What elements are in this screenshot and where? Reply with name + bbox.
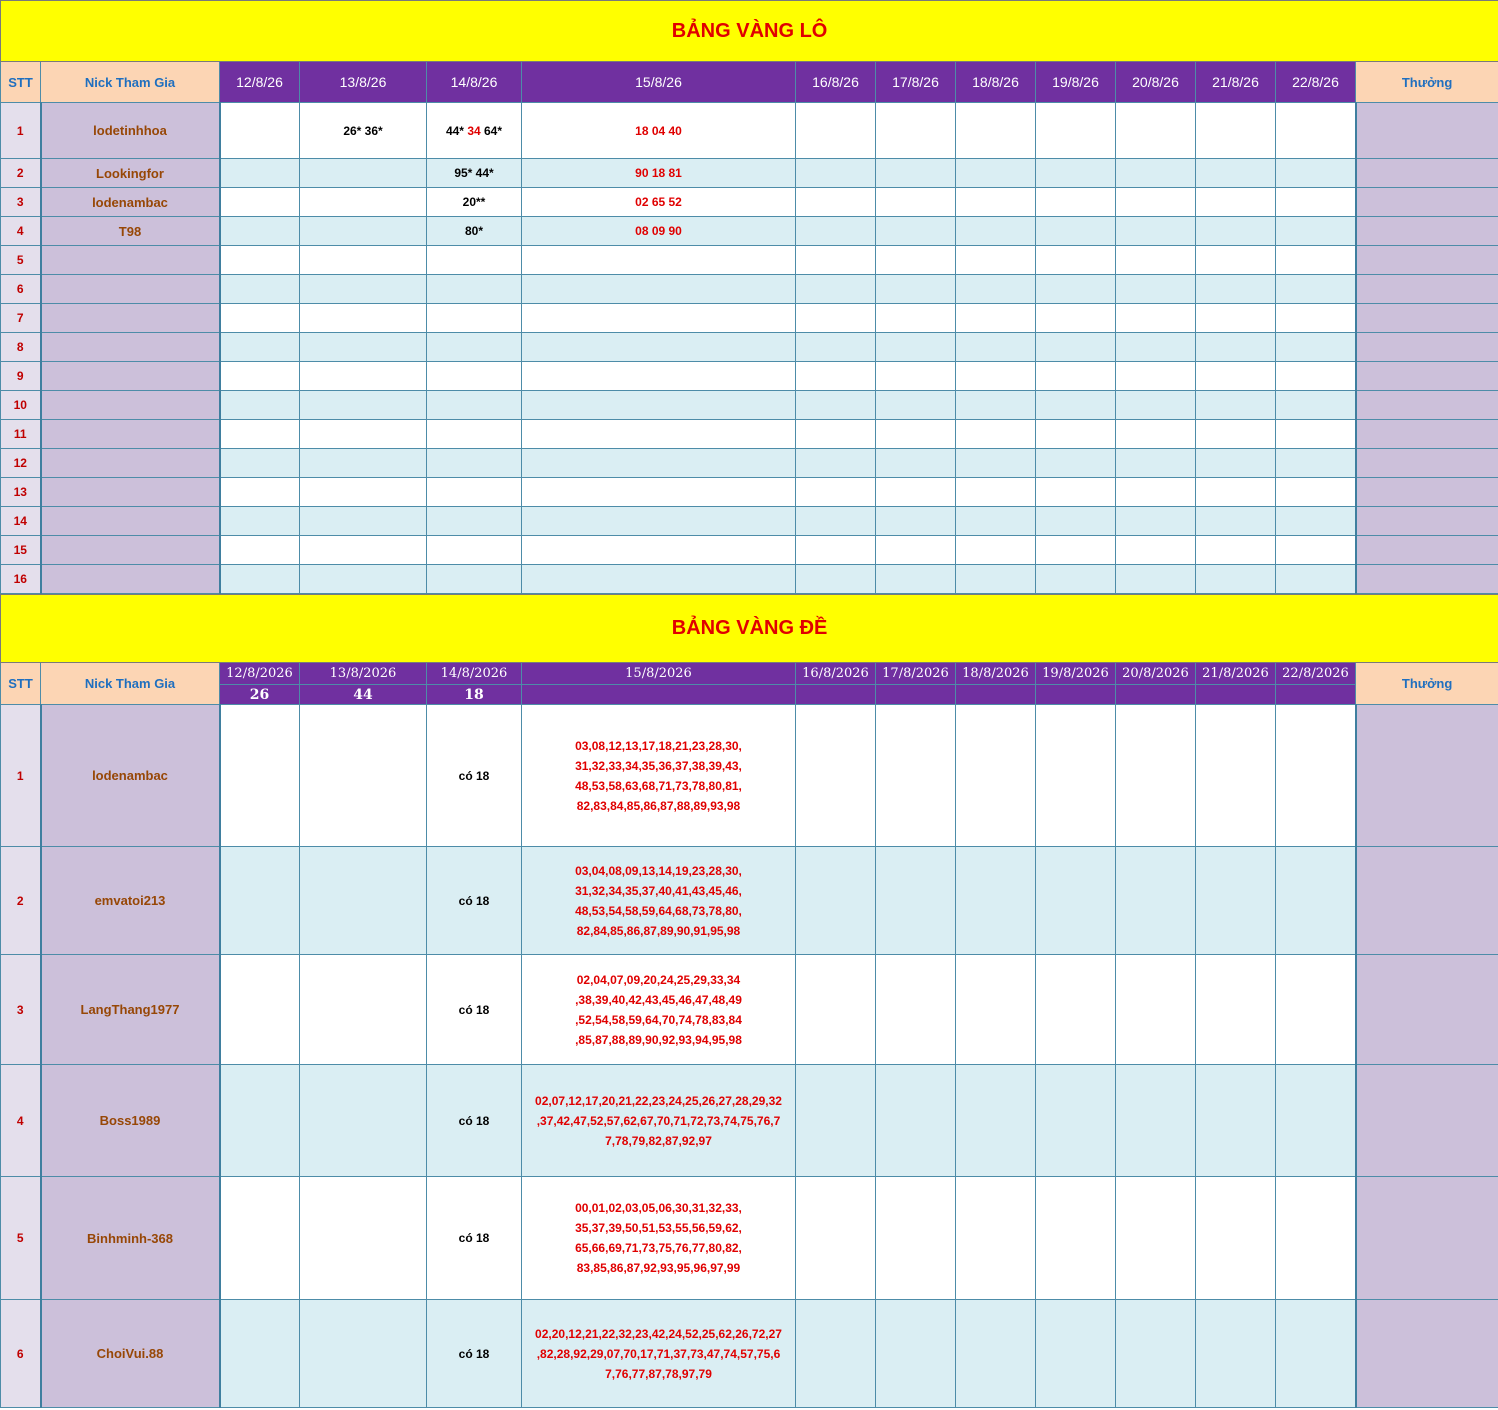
data-cell (956, 217, 1036, 246)
de-date-21: 21/8/2026 (1196, 663, 1276, 685)
nick-cell (41, 536, 220, 565)
data-cell: 02 65 52 (522, 188, 796, 217)
data-cell (956, 159, 1036, 188)
nick-cell: ChoiVui.88 (41, 1300, 220, 1408)
nick-cell (41, 333, 220, 362)
data-cell (1196, 103, 1276, 159)
data-cell: 95* 44* (427, 159, 522, 188)
data-cell (876, 188, 956, 217)
data-cell: 08 09 90 (522, 217, 796, 246)
data-cell (956, 103, 1036, 159)
data-cell: 90 18 81 (522, 159, 796, 188)
de-table (0, 594, 1498, 1408)
lo-date-16: 16/8/26 (796, 62, 876, 103)
data-cell (796, 188, 876, 217)
data-cell (427, 103, 522, 159)
prize-cell (1356, 478, 1498, 507)
table-row (1, 188, 1498, 217)
number-text: 44* (445, 123, 468, 138)
lo-table (0, 0, 1498, 594)
number-list-cell: 00,01,02,03,05,06,30,31,32,33, 35,37,39,50,51,53,55,56,59,62, 65,66,69,71,73,75,76,77,80,82, 83,85,86,87,92,93,95,96,97,99 (522, 1177, 796, 1300)
data-cell (1036, 217, 1116, 246)
lo-date-20: 20/8/26 (1116, 62, 1196, 103)
table-row (1, 847, 1498, 955)
lo-date-18: 18/8/26 (956, 62, 1036, 103)
data-cell: có 18 (427, 847, 522, 955)
row-stt: 7 (1, 304, 41, 333)
data-cell (220, 159, 300, 188)
table-row (1, 565, 1498, 594)
prize-cell (1356, 420, 1498, 449)
prize-cell (1356, 159, 1498, 188)
data-cell (876, 159, 956, 188)
nick-cell: Lookingfor (41, 159, 220, 188)
result-13: 44 (300, 685, 427, 705)
number-list-cell: 03,08,12,13,17,18,21,23,28,30, 31,32,33,34,35,36,37,38,39,43, 48,53,58,63,68,71,73,78,80,81, 82,83,84,85,86,87,88,89,93,98 (522, 705, 796, 847)
data-cell (1196, 188, 1276, 217)
nick-cell: T98 (41, 217, 220, 246)
nick-cell: lodetinhhoa (41, 103, 220, 159)
prize-cell (1356, 1300, 1498, 1408)
de-date-22: 22/8/2026 (1276, 663, 1356, 685)
de-header-nick: Nick Tham Gia (41, 663, 220, 705)
data-cell (1196, 159, 1276, 188)
data-cell (1276, 159, 1356, 188)
nick-cell: lodenambac (41, 188, 220, 217)
prize-cell (1356, 507, 1498, 536)
de-date-14: 14/8/2026 (427, 663, 522, 685)
data-cell (1116, 217, 1196, 246)
data-cell: 18 04 40 (522, 103, 796, 159)
lo-header-prize: Thưởng (1356, 62, 1498, 103)
nick-cell (41, 246, 220, 275)
data-cell: có 18 (427, 1177, 522, 1300)
nick-cell: lodenambac (41, 705, 220, 847)
data-cell (1276, 103, 1356, 159)
table-row (1, 362, 1498, 391)
de-date-20: 20/8/2026 (1116, 663, 1196, 685)
de-date-18: 18/8/2026 (956, 663, 1036, 685)
lo-date-19: 19/8/26 (1036, 62, 1116, 103)
number-list-cell: 03,04,08,09,13,14,19,23,28,30, 31,32,34,35,37,40,41,43,45,46, 48,53,54,58,59,64,68,73,78,80, 82,84,85,86,87,89,90,91,95,98 (522, 847, 796, 955)
data-cell (220, 103, 300, 159)
de-result-row (1, 685, 1498, 705)
data-cell (876, 103, 956, 159)
lo-date-17: 17/8/26 (876, 62, 956, 103)
de-date-12: 12/8/2026 (220, 663, 300, 685)
number-text: 64* (480, 123, 503, 138)
table-row (1, 275, 1498, 304)
row-stt: 6 (1, 275, 41, 304)
de-title: BẢNG VÀNG ĐỀ (1, 595, 1498, 663)
lo-date-12: 12/8/26 (220, 62, 300, 103)
table-row (1, 955, 1498, 1065)
prize-cell (1356, 536, 1498, 565)
table-row (1, 536, 1498, 565)
data-cell (876, 217, 956, 246)
data-cell: có 18 (427, 955, 522, 1065)
row-stt: 15 (1, 536, 41, 565)
table-row (1, 478, 1498, 507)
prize-cell (1356, 103, 1498, 159)
lo-title: BẢNG VÀNG LÔ (1, 1, 1498, 62)
data-cell (300, 159, 427, 188)
row-stt: 5 (1, 1177, 41, 1300)
lo-date-14: 14/8/26 (427, 62, 522, 103)
data-cell (220, 188, 300, 217)
row-stt: 11 (1, 420, 41, 449)
data-cell (300, 188, 427, 217)
nick-cell (41, 507, 220, 536)
row-stt: 2 (1, 847, 41, 955)
prize-cell (1356, 333, 1498, 362)
table-row (1, 304, 1498, 333)
nick-cell (41, 391, 220, 420)
row-stt: 4 (1, 217, 41, 246)
table-row (1, 507, 1498, 536)
table-row (1, 246, 1498, 275)
data-cell (1036, 159, 1116, 188)
row-stt: 14 (1, 507, 41, 536)
prize-cell (1356, 955, 1498, 1065)
data-cell: có 18 (427, 705, 522, 847)
data-cell (220, 217, 300, 246)
lo-date-13: 13/8/26 (300, 62, 427, 103)
data-cell (1036, 103, 1116, 159)
table-row (1, 1177, 1498, 1300)
data-cell (1116, 103, 1196, 159)
de-header-row (1, 663, 1498, 685)
prize-cell (1356, 188, 1498, 217)
nick-cell (41, 304, 220, 333)
row-stt: 1 (1, 103, 41, 159)
nick-cell: emvatoi213 (41, 847, 220, 955)
table-row (1, 1300, 1498, 1408)
prize-cell (1356, 246, 1498, 275)
number-list-cell: 02,20,12,21,22,32,23,42,24,52,25,62,26,72,27 ,82,28,92,29,07,70,17,71,37,73,47,74,57,75,6 7,76,77,87,78,97,79 (522, 1300, 796, 1408)
data-cell (956, 188, 1036, 217)
data-cell (1276, 217, 1356, 246)
row-stt: 9 (1, 362, 41, 391)
row-stt: 13 (1, 478, 41, 507)
nick-cell (41, 275, 220, 304)
table-row (1, 333, 1498, 362)
row-stt: 16 (1, 565, 41, 594)
de-date-13: 13/8/2026 (300, 663, 427, 685)
row-stt: 4 (1, 1065, 41, 1177)
data-cell: có 18 (427, 1300, 522, 1408)
de-header-prize: Thưởng (1356, 663, 1498, 705)
row-stt: 2 (1, 159, 41, 188)
data-cell (1196, 217, 1276, 246)
data-cell: 80* (427, 217, 522, 246)
data-cell: 20** (427, 188, 522, 217)
prize-cell (1356, 1177, 1498, 1300)
data-cell (1276, 188, 1356, 217)
nick-cell (41, 362, 220, 391)
row-stt: 5 (1, 246, 41, 275)
row-stt: 3 (1, 188, 41, 217)
prize-cell (1356, 275, 1498, 304)
row-stt: 12 (1, 449, 41, 478)
number-list-cell: 02,04,07,09,20,24,25,29,33,34 ,38,39,40,42,43,45,46,47,48,49 ,52,54,58,59,64,70,74,78,83,84 ,85,87,88,89,90,92,93,94,95,98 (522, 955, 796, 1065)
nick-cell: Boss1989 (41, 1065, 220, 1177)
row-stt: 10 (1, 391, 41, 420)
de-date-15: 15/8/2026 (522, 663, 796, 685)
data-cell (796, 159, 876, 188)
data-cell: có 18 (427, 1065, 522, 1177)
data-cell (1116, 188, 1196, 217)
data-cell (300, 217, 427, 246)
nick-cell (41, 420, 220, 449)
de-date-16: 16/8/2026 (796, 663, 876, 685)
nick-cell: LangThang1977 (41, 955, 220, 1065)
prize-cell (1356, 705, 1498, 847)
table-row (1, 449, 1498, 478)
row-stt: 6 (1, 1300, 41, 1408)
table-row (1, 420, 1498, 449)
de-header-stt: STT (1, 663, 41, 705)
lo-header-row (1, 62, 1498, 103)
table-row (1, 391, 1498, 420)
number-list-cell: 02,07,12,17,20,21,22,23,24,25,26,27,28,29,32 ,37,42,47,52,57,62,67,70,71,72,73,74,75,76,7 7,78,79,82,87,92,97 (522, 1065, 796, 1177)
lo-date-15: 15/8/26 (522, 62, 796, 103)
prize-cell (1356, 847, 1498, 955)
table-row (1, 103, 1498, 159)
data-cell (796, 217, 876, 246)
prize-cell (1356, 391, 1498, 420)
table-row (1, 217, 1498, 246)
data-cell (1036, 188, 1116, 217)
lo-header-nick: Nick Tham Gia (41, 62, 220, 103)
de-date-17: 17/8/2026 (876, 663, 956, 685)
prize-cell (1356, 304, 1498, 333)
data-cell (796, 103, 876, 159)
de-date-19: 19/8/2026 (1036, 663, 1116, 685)
lo-header-stt: STT (1, 62, 41, 103)
prize-cell (1356, 449, 1498, 478)
table-row (1, 159, 1498, 188)
row-stt: 8 (1, 333, 41, 362)
nick-cell: Binhminh-368 (41, 1177, 220, 1300)
nick-cell (41, 449, 220, 478)
row-stt: 3 (1, 955, 41, 1065)
data-cell: 26* 36* (300, 103, 427, 159)
number-hit-text: 34 (467, 123, 481, 138)
data-cell (1116, 159, 1196, 188)
row-stt: 1 (1, 705, 41, 847)
table-row (1, 705, 1498, 847)
result-14: 18 (427, 685, 522, 705)
lo-date-21: 21/8/26 (1196, 62, 1276, 103)
nick-cell (41, 478, 220, 507)
lo-date-22: 22/8/26 (1276, 62, 1356, 103)
nick-cell (41, 565, 220, 594)
prize-cell (1356, 217, 1498, 246)
result-12: 26 (220, 685, 300, 705)
prize-cell (1356, 1065, 1498, 1177)
prize-cell (1356, 362, 1498, 391)
prize-cell (1356, 565, 1498, 594)
table-row (1, 1065, 1498, 1177)
